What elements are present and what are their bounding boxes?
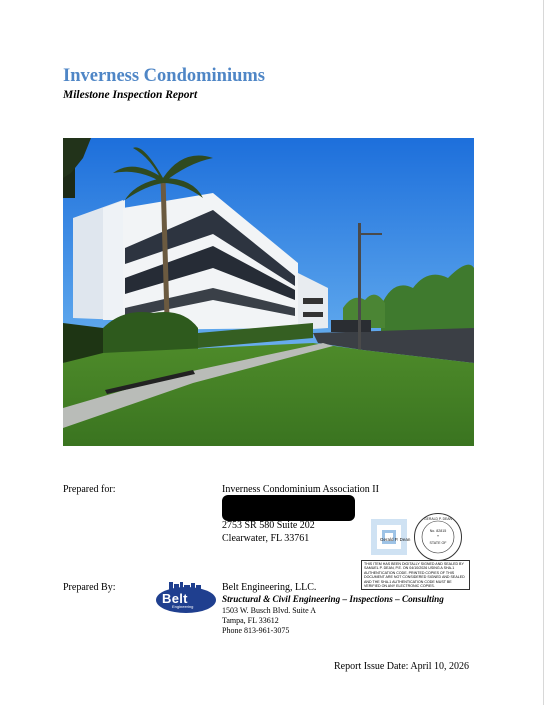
stamp-name-text: GERALD P. DEAN	[423, 517, 453, 521]
client-address-line1: 2753 SR 580 Suite 202	[222, 520, 315, 531]
report-issue-date: Report Issue Date: April 10, 2026	[334, 661, 469, 672]
svg-text:*: *	[437, 534, 439, 539]
building-photo	[63, 138, 474, 446]
company-address-line1: 1503 W. Busch Blvd. Suite A	[222, 606, 317, 615]
belt-logo-text: Belt	[162, 591, 188, 606]
redaction-bar	[222, 495, 355, 521]
company-address-line2: Tampa, FL 33612	[222, 616, 279, 625]
stamp-number-text: No. 82815	[429, 529, 447, 533]
report-title: Inverness Condominiums	[63, 66, 266, 86]
digital-signature-notice: THIS ITEM HAS BEEN DIGITALLY SIGNED AND SEALED BY SAMUEL P. DEAN, P.E. ON 04/10/2026 USING A SHA-1 AUTHENTICATION CODE. PRINTED COPIES OF THIS DOCUMENT ARE NOT CONSIDERED SIGNED AND SEALED AND THE SHA-1 AUTHENTICATION CODE MUST BE VERIFIED ON ANY ELECTRONIC COPIES.	[361, 560, 470, 590]
report-subtitle: Milestone Inspection Report	[63, 89, 198, 101]
company-name: Belt Engineering, LLC.	[222, 582, 317, 593]
prepared-for-label: Prepared for:	[63, 484, 116, 495]
prepared-by-label: Prepared By:	[63, 582, 116, 593]
company-phone: Phone 813-961-3075	[222, 626, 290, 635]
client-name: Inverness Condominium Association II	[222, 484, 379, 495]
pe-stamp	[413, 512, 463, 562]
belt-logo-subtext: Engineering	[172, 604, 194, 609]
stamp-state-text: STATE OF	[429, 541, 447, 545]
seal-signer-name: Gerald P. Dean	[380, 537, 411, 542]
company-tagline: Structural & Civil Engineering – Inspections – Consulting	[222, 594, 444, 604]
client-address-line2: Clearwater, FL 33761	[222, 533, 310, 544]
